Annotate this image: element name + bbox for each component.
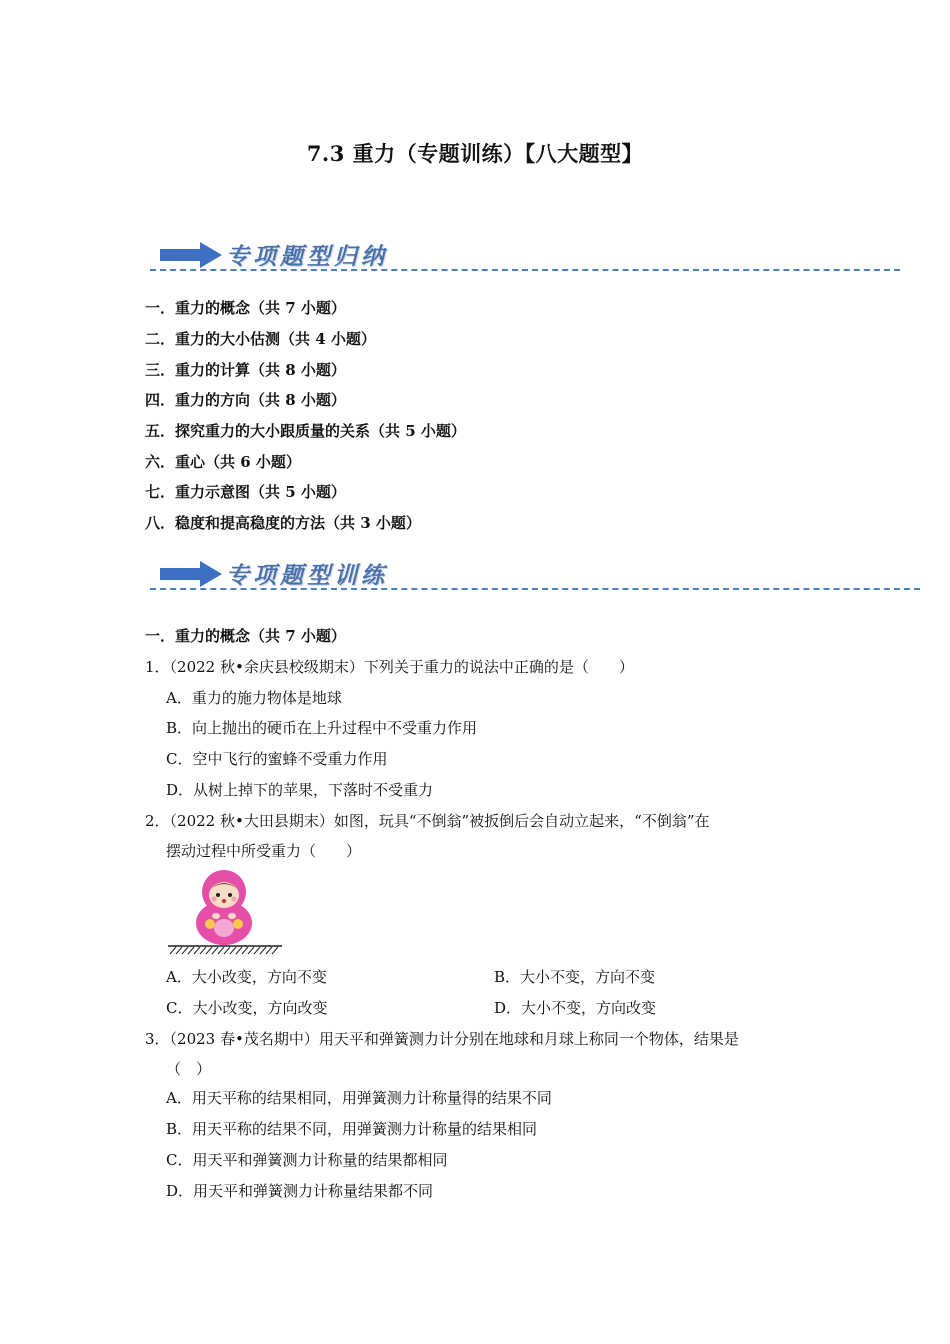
question-stem: 2．（2022 秋•大田县期末）如图，玩具“不倒翁”被扳倒后会自动立起来，“不倒翁”在 bbox=[145, 812, 710, 830]
toc-item: 八．稳度和提高稳度的方法（共 3 小题） bbox=[145, 514, 421, 532]
section-heading: 一．重力的概念（共 7 小题） bbox=[145, 627, 346, 645]
toc-item: 七．重力示意图（共 5 小题） bbox=[145, 483, 346, 501]
divider bbox=[150, 588, 920, 590]
option-a: A．用天平称的结果相同，用弹簧测力计称量得的结果不同 bbox=[166, 1089, 552, 1107]
question-stem: 1．（2022 秋•余庆县校级期末）下列关于重力的说法中正确的是（ ） bbox=[145, 658, 634, 676]
option-b: B．大小不变，方向不变 bbox=[494, 968, 656, 986]
arrow-right-icon bbox=[160, 561, 222, 587]
toc-item: 一．重力的概念（共 7 小题） bbox=[145, 299, 346, 317]
question-stem-continued: （ ） bbox=[166, 1060, 212, 1078]
page-title: 7.3 重力（专题训练）【八大题型】 bbox=[306, 141, 644, 166]
toc-item: 二．重力的大小估测（共 4 小题） bbox=[145, 330, 376, 348]
option-b: B．用天平称的结果不同，用弹簧测力计称量的结果相同 bbox=[166, 1120, 538, 1138]
question-stem-continued: 摆动过程中所受重力（ ） bbox=[166, 842, 362, 860]
tumbler-toy-figure bbox=[166, 868, 284, 956]
option-c: C．用天平和弹簧测力计称量的结果都相同 bbox=[166, 1151, 448, 1169]
option-c: C．大小改变，方向改变 bbox=[166, 999, 328, 1017]
divider bbox=[150, 269, 900, 271]
option-a: A．大小改变，方向不变 bbox=[166, 968, 327, 986]
banner-summary-text: 专项题型归纳 bbox=[226, 244, 388, 270]
option-b: B．向上抛出的硬币在上升过程中不受重力作用 bbox=[166, 719, 478, 737]
option-d: D．大小不变，方向改变 bbox=[494, 999, 657, 1017]
toc-item: 三．重力的计算（共 8 小题） bbox=[145, 361, 346, 379]
option-d: D．用天平和弹簧测力计称量结果都不同 bbox=[166, 1182, 434, 1200]
option-d: D．从树上掉下的苹果，下落时不受重力 bbox=[166, 781, 434, 799]
option-a: A．重力的施力物体是地球 bbox=[166, 689, 342, 707]
toc-item: 五．探究重力的大小跟质量的关系（共 5 小题） bbox=[145, 422, 466, 440]
question-stem: 3．（2023 春•茂名期中）用天平和弹簧测力计分别在地球和月球上称同一个物体，结果是 bbox=[145, 1030, 739, 1048]
banner-practice-text: 专项题型训练 bbox=[226, 563, 388, 589]
toc-item: 四．重力的方向（共 8 小题） bbox=[145, 391, 346, 409]
option-c: C．空中飞行的蜜蜂不受重力作用 bbox=[166, 750, 388, 768]
toc-item: 六．重心（共 6 小题） bbox=[145, 453, 301, 471]
arrow-right-icon bbox=[160, 242, 222, 268]
